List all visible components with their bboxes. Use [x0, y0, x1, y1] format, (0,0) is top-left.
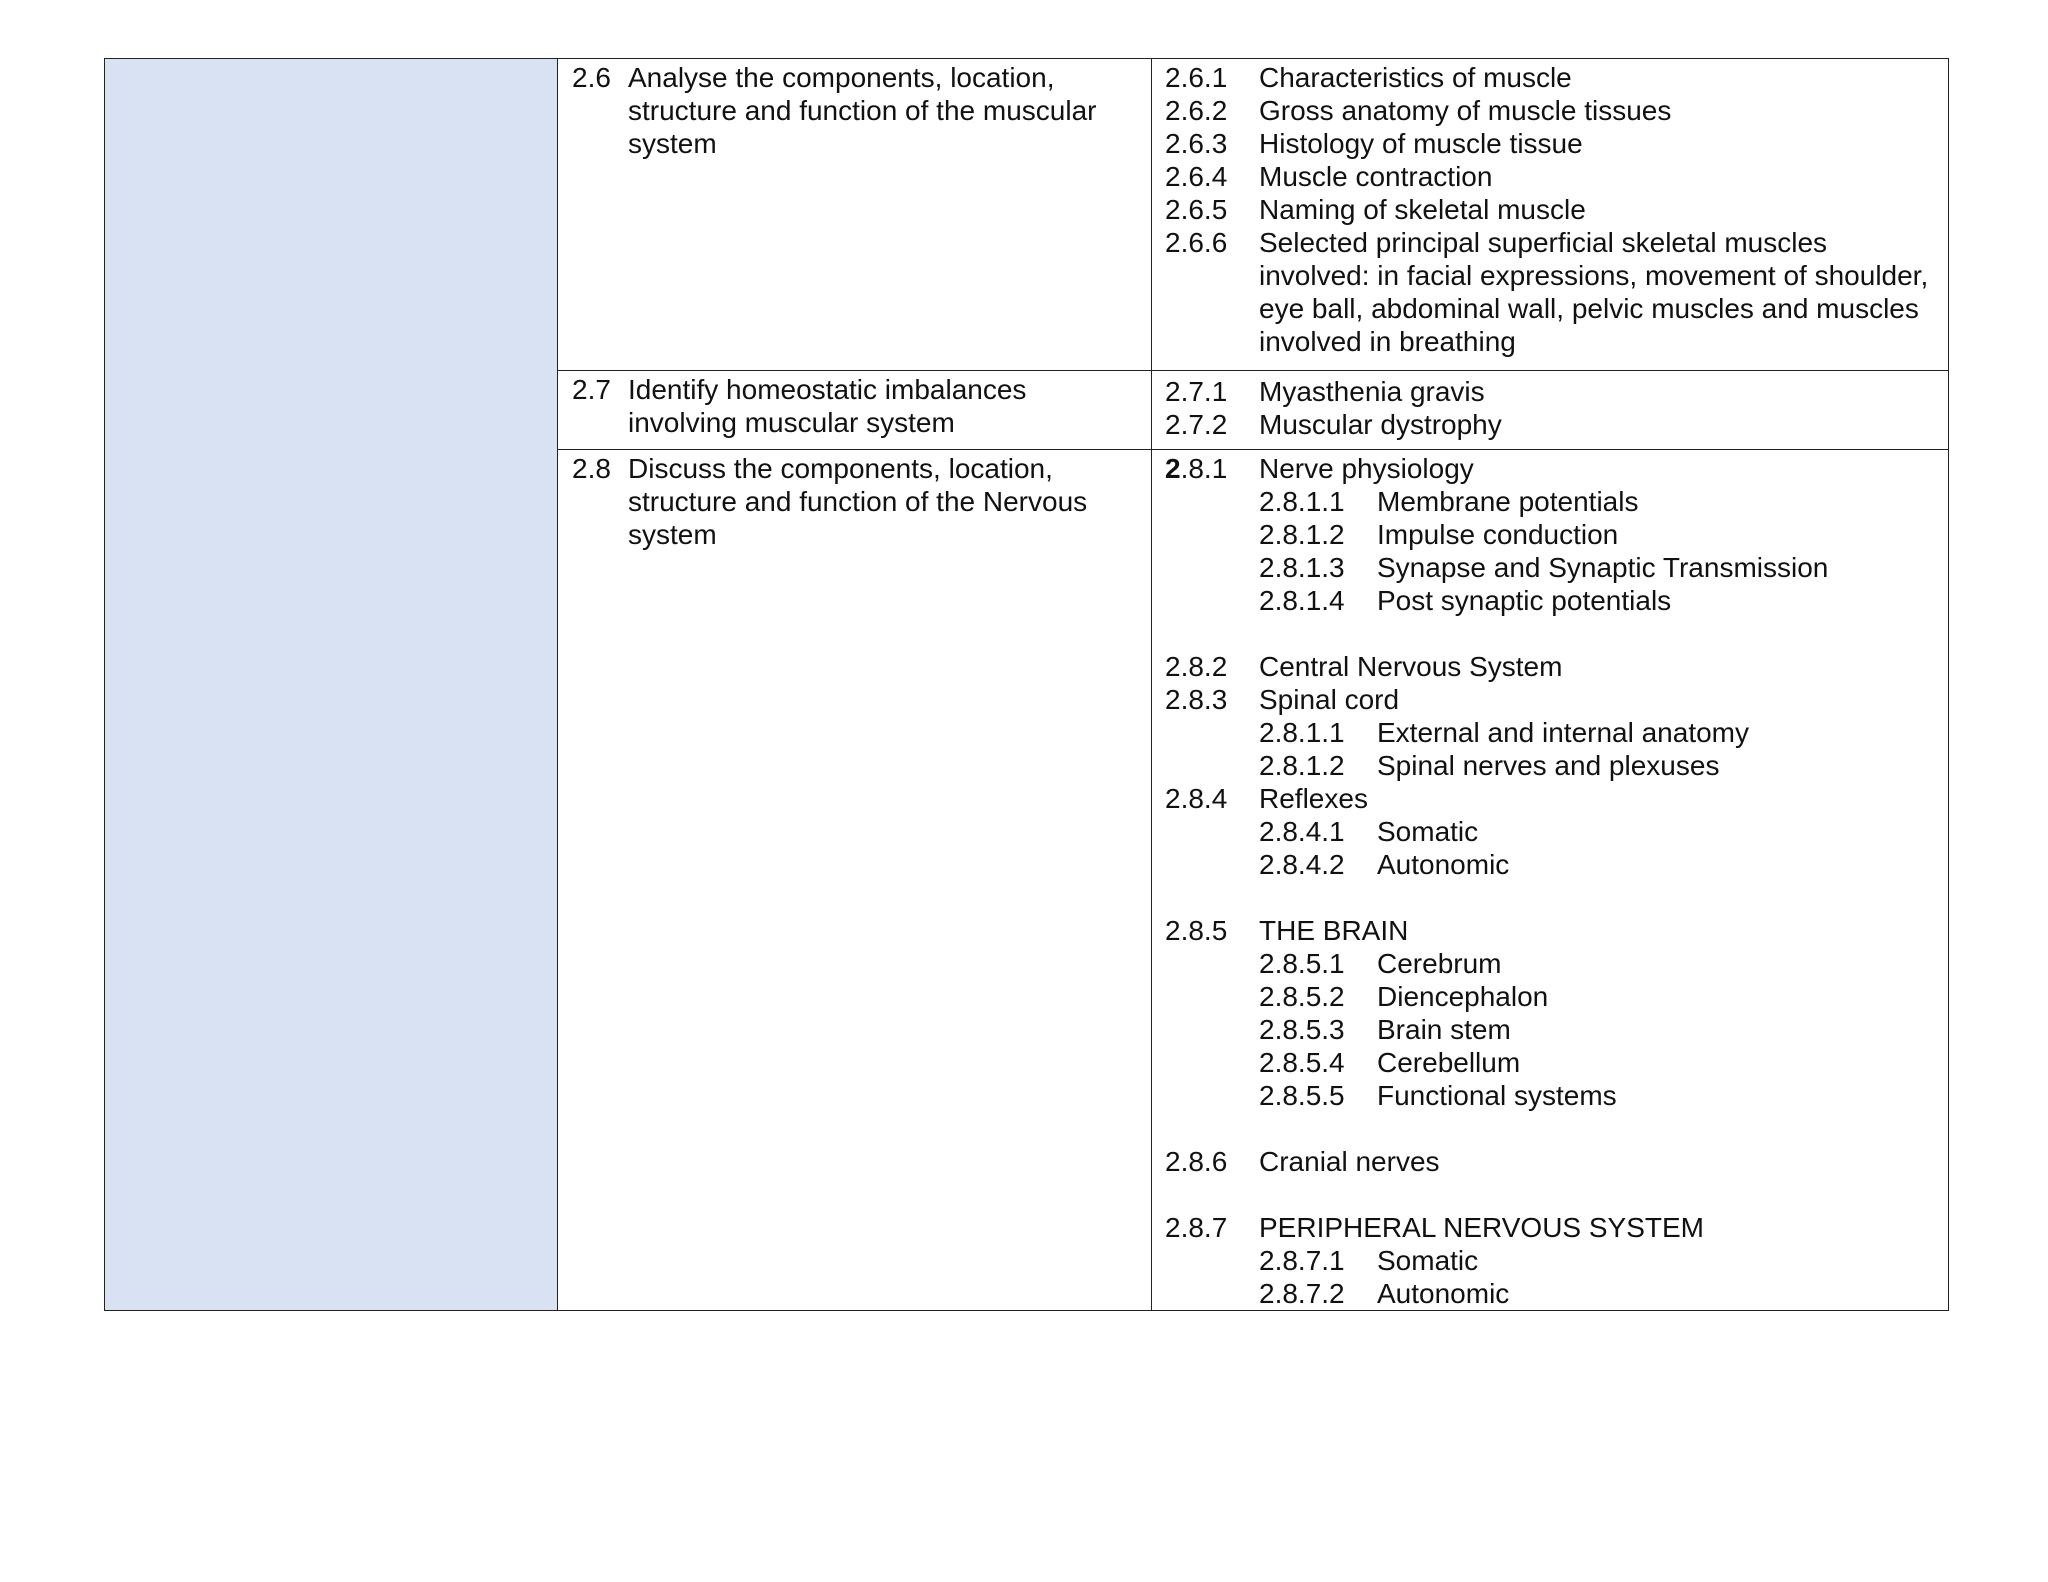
list-item [1165, 226, 1938, 358]
sub-item [1165, 518, 1938, 551]
list-item [1165, 375, 1938, 408]
content-cell [1152, 450, 1949, 1311]
list-item [1165, 94, 1938, 127]
sub-item-number: 2.8.4.2 [1259, 849, 1345, 880]
objective-number: 2.7 [572, 374, 611, 405]
shaded-column-cell [105, 59, 558, 1311]
sub-item [1165, 980, 1938, 1013]
sub-item [1165, 815, 1938, 848]
sub-item [1165, 551, 1938, 584]
item-number: 2.8.4 [1165, 783, 1228, 814]
sub-item-text: Brain stem [1377, 1014, 1511, 1045]
item-text: THE BRAIN [1259, 915, 1409, 946]
sub-item-text: Synapse and Synaptic Transmission [1377, 552, 1829, 583]
item-text: Muscle contraction [1259, 161, 1493, 192]
item-text: Spinal cord [1259, 684, 1400, 715]
list-item [1165, 127, 1938, 160]
item-number: 2.6.2 [1165, 95, 1228, 126]
item-text: Gross anatomy of muscle tissues [1259, 95, 1672, 126]
sub-item-text: Spinal nerves and plexuses [1377, 750, 1720, 781]
sub-item [1165, 848, 1938, 881]
sub-item-number: 2.8.1.2 [1259, 750, 1345, 781]
item-number: 2.6.5 [1165, 194, 1228, 225]
sub-item-number: 2.8.5.5 [1259, 1080, 1345, 1111]
item-text: Reflexes [1259, 783, 1368, 814]
sub-item-text: Cerebellum [1377, 1047, 1521, 1078]
item-text: Myasthenia gravis [1259, 376, 1485, 407]
item-text: Cranial nerves [1259, 1146, 1440, 1177]
objective-cell [558, 450, 1152, 1311]
sub-item-number: 2.8.1.3 [1259, 552, 1345, 583]
item-number: 2.8.2 [1165, 651, 1228, 682]
item-text: Characteristics of muscle [1259, 62, 1572, 93]
list-item [1165, 160, 1938, 193]
item-text: Nerve physiology [1259, 453, 1474, 484]
item-text: Muscular dystrophy [1259, 409, 1502, 440]
item-number: 2.8.5 [1165, 915, 1228, 946]
sub-item-number: 2.8.1.2 [1259, 519, 1345, 550]
sub-item-number: 2.8.7.2 [1259, 1278, 1345, 1309]
sub-item [1165, 1079, 1938, 1112]
sub-item-text: Membrane potentials [1377, 486, 1639, 517]
sub-item-number: 2.8.4.1 [1259, 816, 1345, 847]
item-number: 2.8.6 [1165, 1146, 1228, 1177]
sub-item [1165, 1244, 1938, 1277]
sub-item [1165, 716, 1938, 749]
content-cell [1152, 371, 1949, 450]
list-item [1165, 1211, 1938, 1244]
spacer [1165, 617, 1938, 650]
sub-item-number: 2.8.1.1 [1259, 717, 1345, 748]
sub-item-text: External and internal anatomy [1377, 717, 1749, 748]
list-item [1165, 782, 1938, 815]
item-text: Central Nervous System [1259, 651, 1563, 682]
content-cell [1152, 59, 1949, 371]
sub-item [1165, 947, 1938, 980]
objective-text: Analyse the components, location, structure and function of the muscular system [628, 62, 1097, 159]
sub-item [1165, 485, 1938, 518]
table-row [105, 59, 1949, 371]
sub-item-number: 2.8.5.1 [1259, 948, 1345, 979]
list-item [1165, 914, 1938, 947]
item-text: Naming of skeletal muscle [1259, 194, 1586, 225]
sub-item [1165, 584, 1938, 617]
item-text: PERIPHERAL NERVOUS SYSTEM [1259, 1212, 1705, 1243]
sub-item-text: Cerebrum [1377, 948, 1502, 979]
item-text: Selected principal superficial skeletal muscles involved: in facial expressions, movement of shoulder, eye ball, abdominal wall, pelvic muscles and muscles involved in breathing [1259, 227, 1929, 357]
objective-number: 2.8 [572, 453, 611, 484]
objective-cell [558, 371, 1152, 450]
item-number: 2.6.4 [1165, 161, 1228, 192]
sub-item [1165, 749, 1938, 782]
sub-item-number: 2.8.1.4 [1259, 585, 1345, 616]
item-number-bold: 2 [1165, 453, 1181, 484]
spacer [1165, 1112, 1938, 1145]
sub-item-text: Functional systems [1377, 1080, 1617, 1111]
list-item [1165, 683, 1938, 716]
sub-item-text: Autonomic [1377, 1278, 1510, 1309]
item-number: 2.6.3 [1165, 128, 1228, 159]
item-number: 2.6.1 [1165, 62, 1228, 93]
list-item [1165, 1145, 1938, 1178]
item-number: 2.8.3 [1165, 684, 1228, 715]
sub-item-text: Post synaptic potentials [1377, 585, 1672, 616]
sub-item [1165, 1277, 1938, 1310]
objective-cell [558, 59, 1152, 371]
sub-item-number: 2.8.5.2 [1259, 981, 1345, 1012]
item-number: 2.6.6 [1165, 227, 1228, 258]
objective-number: 2.6 [572, 62, 611, 93]
sub-item-text: Somatic [1377, 1245, 1479, 1276]
item-number-rest: .8.1 [1180, 453, 1228, 484]
sub-item-number: 2.8.1.1 [1259, 486, 1345, 517]
item-number: 2.7.2 [1165, 409, 1228, 440]
list-item [1165, 408, 1938, 441]
list-item [1165, 61, 1938, 94]
item-number: 2.8.7 [1165, 1212, 1228, 1243]
spacer [1165, 881, 1938, 914]
sub-item-number: 2.8.5.3 [1259, 1014, 1345, 1045]
list-item [1165, 193, 1938, 226]
item-number: 2.7.1 [1165, 376, 1228, 407]
list-item [1165, 650, 1938, 683]
list-item [1165, 452, 1938, 485]
sub-item-number: 2.8.7.1 [1259, 1245, 1345, 1276]
curriculum-table [104, 58, 1949, 1311]
item-text: Histology of muscle tissue [1259, 128, 1583, 159]
sub-item-text: Impulse conduction [1377, 519, 1619, 550]
sub-item-text: Autonomic [1377, 849, 1510, 880]
sub-item-text: Somatic [1377, 816, 1479, 847]
sub-item [1165, 1046, 1938, 1079]
sub-item [1165, 1013, 1938, 1046]
objective-text: Identify homeostatic imbalances involving muscular system [628, 374, 1027, 438]
item-number [1165, 452, 1259, 485]
sub-item-text: Diencephalon [1377, 981, 1549, 1012]
spacer [1165, 1178, 1938, 1211]
objective-text: Discuss the components, location, structure and function of the Nervous system [628, 453, 1088, 550]
sub-item-number: 2.8.5.4 [1259, 1047, 1345, 1078]
